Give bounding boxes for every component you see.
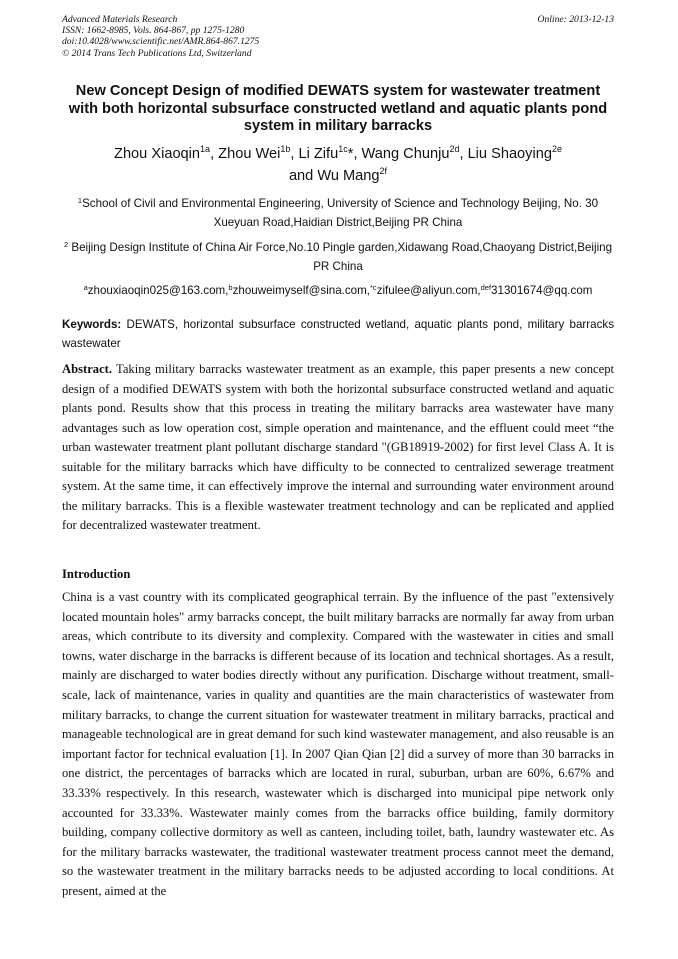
section-heading-introduction: Introduction xyxy=(62,567,131,581)
journal-header xyxy=(62,14,614,59)
journal-name: Advanced Materials Research xyxy=(62,14,178,25)
copyright-line: © 2014 Trans Tech Publications Ltd, Switzerland xyxy=(62,47,252,59)
keywords-text: DEWATS, horizontal subsurface constructed wetland, aquatic plants pond, military barracks wastewater xyxy=(62,318,614,350)
email-link[interactable]: zhouxiaoqin025@163.com, xyxy=(87,284,229,297)
paper-title: New Concept Design of modified DEWATS system for wastewater treatment with both horizontal subsurface constructed wetland and aquatic plants pond system in military barracks xyxy=(68,83,608,134)
keywords-label: Keywords: xyxy=(62,318,122,331)
author: and Wu Mang$^{2f}$ xyxy=(288,166,388,184)
author: Wang Chunju$^{2d}$, xyxy=(361,144,468,162)
author: Zhou Wei$^{1b}$, xyxy=(218,144,299,162)
abstract xyxy=(62,360,614,536)
doi-line: doi:10.4028/www.scientific.net/AMR.864-867.1275 xyxy=(62,36,260,48)
author: Liu Shaoying$^{2e}$ xyxy=(467,144,562,162)
author: Li Zifu$^{1c}$*, xyxy=(298,144,362,162)
affiliation-1: $^1$School of Civil and Environmental Engineering, University of Science and Technology Beijing, No. 30 Xueyuan Road,Haidian District,Beijing PR China xyxy=(77,196,599,229)
keywords xyxy=(62,315,614,353)
author-list xyxy=(62,143,614,187)
issn-line: ISSN: 1662-8985, Vols. 864-867, pp 1275-1280 xyxy=(62,25,245,37)
abstract-label: Abstract. xyxy=(62,362,113,376)
email-list: $^a$zhouxiaoqin025@163.com,$^b$zhouweimyself@sina.com,$^{*c}$zifulee@aliyun.com,$^{def}$31301674@qq.com xyxy=(83,283,593,297)
affiliation-2: $^2$ Beijing Design Institute of China Air Force,No.10 Pingle garden,Xidawang Road,Chaoyang District,Beijing PR China xyxy=(63,240,613,273)
author: Zhou Xiaoqin$^{1a}$, xyxy=(114,144,219,162)
online-date: Online: 2013-12-13 xyxy=(537,14,614,25)
abstract-text: Taking military barracks wastewater treatment as an example, this paper presents a new concept design of a modified DEWATS system with both the horizontal subsurface constructed wetland and aquatic plants pond. Results show that this process in treating the military barracks area wastewater have many advantages such as low operation cost, simple operation and maintenance, and the effluent could meet “the urban wastewater treatment plant pollutant discharge standard "(GB18919-2002) for first level Class A. It is suitable for the military barracks which have difficulty to be connected to centralized sewerage treatment system. At the same time, it can effectively improve the internal and surrounding water environment around the military barracks. This is a flexible wastewater treatment technology and can be replicated and applied for decentralized wastewater treatment. xyxy=(62,362,614,532)
introduction-body: China is a vast country with its complicated geographical terrain. By the influence of the past "extensively located mountain holes" army barracks concept, the built military barracks are normally far away from urban areas, which contribute to its diversity and complexity. Compared with the wastewater in cities and small towns, water discharge in the barracks is different because of its location and technical shortages. As a result, mainly are discharged to water bodies directly without any purification. Discharge without treatment, small-scale, lack of maintenance, varies in quality and quantities are the main characteristics of wastewater from military barracks, to change the current situation for wastewater treatment in military barracks, practical and manageable technological are in great demand for such kind wastewater management, and also reusable is an important factor for technical evaluation [1]. In 2007 Qian Qian [2] did a survey of more than 30 barracks in one district, the percentages of barracks which are located in rural, suburban, urban are 60%, 6.67% and 33.33% respectively. In this research, wastewater which is discharged into municipal pipe network only accounted for 33.33%. Wastewater mainly comes from the barracks office building, family dormitory building, company collective dormitory as well as canteen, including toilet, bath, laundry wastewater etc. As for the military barracks wastewater, the traditional wastewater treatment process cannot meet the demand, so the wastewater treatment in the military barracks needs to be adjusted according to local conditions. At present, aimed at the xyxy=(62,590,614,898)
email-link[interactable]: 31301674@qq.com xyxy=(491,284,593,297)
email-link[interactable]: zhouweimyself@sina.com, xyxy=(232,284,371,297)
email-link[interactable]: zifulee@aliyun.com, xyxy=(376,284,481,297)
